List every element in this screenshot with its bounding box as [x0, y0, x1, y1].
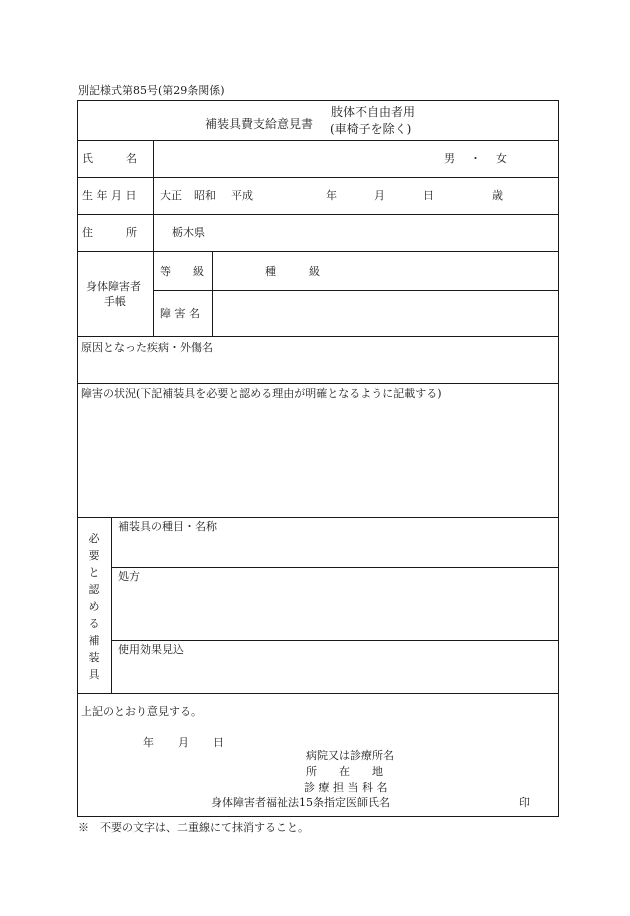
opinion-statement: 上記のとおり意見する。 — [81, 705, 202, 718]
handbook-label: 身体障害者 — [86, 280, 141, 293]
row-divider — [153, 290, 559, 291]
row-divider — [77, 383, 559, 384]
expected-effect-label: 使用効果見込 — [118, 643, 184, 656]
form-number: 別記様式第85号(第29条関係) — [78, 84, 225, 97]
row-divider — [77, 517, 559, 518]
col-divider — [153, 140, 154, 336]
birth-date-label: 生 年 月 日 — [82, 189, 137, 202]
required-device-vertical-label: 必 要 と 認 め る 補 装 具 — [88, 532, 100, 681]
footnote: ※ 不要の文字は、二重線にて抹消すること。 — [78, 821, 309, 834]
cause-label: 原因となった疾病・外傷名 — [81, 341, 213, 354]
age-unit: 歳 — [492, 189, 503, 202]
row-divider — [77, 140, 559, 141]
form-subtitle: 肢体不自由者用 — [331, 105, 416, 119]
location-label: 所 在 地 — [306, 765, 383, 778]
table-left-border — [77, 100, 78, 817]
row-divider — [77, 336, 559, 337]
col-divider — [111, 517, 112, 693]
address-label: 住 所 — [82, 226, 137, 239]
era-heisei: 平成 — [231, 189, 253, 202]
department-label: 診 療 担 当 科 名 — [304, 781, 388, 794]
row-divider — [77, 214, 559, 215]
row-divider — [77, 177, 559, 178]
address-prefecture: 栃木県 — [172, 226, 205, 239]
era-showa: 昭和 — [194, 189, 216, 202]
grade-label: 等 級 — [160, 265, 204, 278]
birth-year-unit: 年 — [326, 189, 337, 202]
table-top-border — [77, 100, 559, 101]
table-bottom-border — [77, 816, 559, 817]
device-type-name-label: 補装具の種目・名称 — [118, 520, 217, 533]
gender-male: 男 — [444, 152, 455, 165]
row-divider — [77, 251, 559, 252]
era-taisho: 大正 — [160, 189, 182, 202]
gender-female: 女 — [496, 152, 507, 165]
row-divider — [77, 693, 559, 694]
date-month-unit: 月 — [178, 736, 189, 749]
condition-label: 障害の状況(下記補装具を必要と認める理由が明確となるように記載する) — [81, 387, 442, 400]
name-label: 氏 名 — [82, 152, 137, 165]
birth-month-unit: 月 — [374, 189, 385, 202]
seal-mark: 印 — [519, 796, 530, 809]
hospital-name-label: 病院又は診療所名 — [306, 749, 394, 762]
disability-name-label: 障 害 名 — [160, 307, 200, 320]
type-grade-label: 種 級 — [265, 265, 320, 278]
handbook-label-2: 手帳 — [104, 295, 126, 308]
date-day-unit: 日 — [213, 736, 224, 749]
row-divider — [111, 640, 559, 641]
prescription-label: 処方 — [118, 570, 140, 583]
date-year-unit: 年 — [143, 736, 154, 749]
table-right-border — [558, 100, 559, 817]
row-divider — [111, 567, 559, 568]
designated-doctor-label: 身体障害者福祉法15条指定医師氏名 — [211, 796, 390, 809]
gender-separator: ・ — [470, 152, 481, 165]
form-subtitle-note: (車椅子を除く) — [330, 122, 412, 136]
birth-day-unit: 日 — [423, 189, 434, 202]
col-divider — [212, 251, 213, 336]
form-title: 補装具費支給意見書 — [205, 117, 314, 131]
